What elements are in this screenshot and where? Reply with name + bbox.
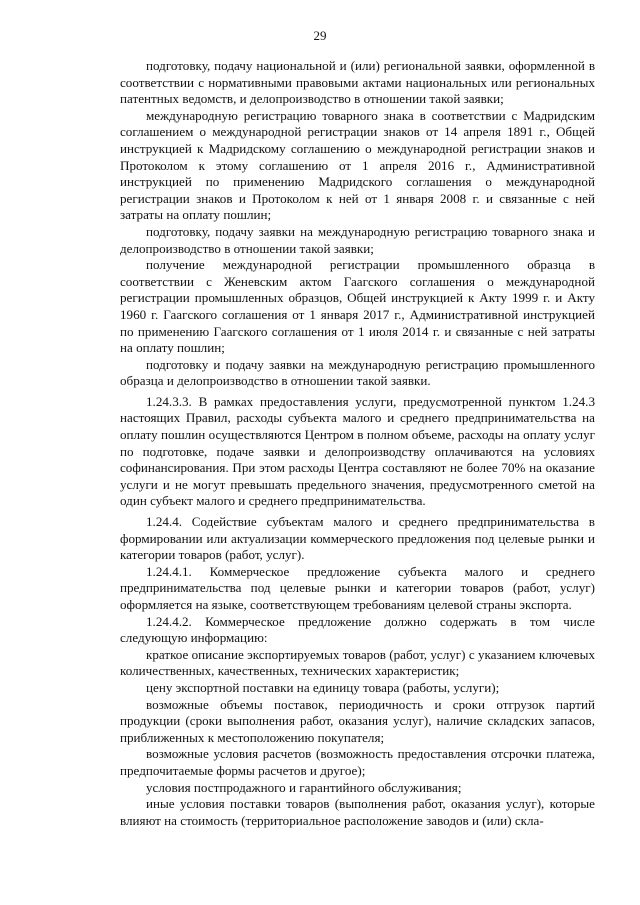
page-number: 29 xyxy=(313,28,327,43)
paragraph: краткое описание экспортируемых товаров (работ, услуг) с указанием ключевых количественных, качественных, технических характеристик; xyxy=(120,646,595,679)
paragraph: получение международной регистрации промышленного образца в соответствии с Женевским актом Гаагского соглашения о международной регистрации промышленных образцов, Общей инструкцией к Акту 1999 г. и Акту 1960 г. Гаагского соглашения от 1 января 2017 г., Административной инструкцией по применению Гаагского соглашения от 1 июля 2014 г. и связанные с ней затраты на оплату пошлин; xyxy=(120,257,595,356)
paragraph: возможные условия расчетов (возможность предоставления отсрочки платежа, предпочитаемые формы расчетов и другое); xyxy=(120,746,595,778)
paragraph: цену экспортной поставки на единицу товара (работы, услуги); xyxy=(146,679,500,695)
paragraph: условия постпродажного и гарантийного обслуживания; xyxy=(146,779,462,795)
document-body xyxy=(120,58,595,829)
paragraph: 1.24.4.2. Коммерческое предложение должно содержать в том числе следующую информацию: xyxy=(120,613,595,646)
paragraph: иные условия поставки товаров (выполнения работ, оказания услуг), которые влияют на стоимость (территориальное расположение заводов и (или) скла- xyxy=(120,796,595,828)
paragraph: 1.24.4. Содействие субъектам малого и среднего предпринимательства в формировании или актуализации коммерческого предложения под целевые рынки и категории товаров (работ, услуг). xyxy=(120,514,595,563)
paragraph: подготовку, подачу национальной и (или) региональной заявки, оформленной в соответствии с нормативными правовыми актами национальных или региональных патентных ведомств, и делопроизводство в отношении такой заявки; xyxy=(120,58,595,107)
paragraph: подготовку, подачу заявки на международную регистрацию товарного знака и делопроизводство в отношении такой заявки; xyxy=(120,223,595,256)
paragraph: 1.24.4.1. Коммерческое предложение субъекта малого и среднего предпринимательства под целевые рынки и категории товаров (работ, услуг) оформляется на языке, соответствующем требованиям целевой страны экспорта. xyxy=(120,563,595,612)
paragraph: международную регистрацию товарного знака в соответствии с Мадридским соглашением о международной регистрации знаков от 14 апреля 1891 г., Общей инструкцией к Мадридскому соглашению о международной регистрации знаков и Протоколом к этому соглашению от 1 апреля 2016 г., Административной инструкцией по применению Мадридского соглашения о международной регистрации знаков и Протоколом к ней от 1 января 2008 г. и связанные с ней затраты на оплату пошлин; xyxy=(120,107,595,223)
paragraph: 1.24.3.3. В рамках предоставления услуги, предусмотренной пунктом 1.24.3 настоящих Правил, расходы субъекта малого и среднего предпринимательства на оплату пошлин осуществляются Центром в полном объеме, расходы на оплату услуг по подготовке, подаче заявки и делопроизводству оплачиваются на условиях софинансирования. При этом расходы Центра составляют не более 70% на оказание услуги и не могут превышать предельного значения, предусмотренного сметой на один субъект малого и среднего предпринимательства. xyxy=(120,393,595,509)
paragraph: возможные объемы поставок, периодичность и сроки отгрузок партий продукции (сроки выполнения работ, оказания услуг), наличие складских запасов, приближенных к местоположению покупателя; xyxy=(120,696,595,745)
paragraph: подготовку и подачу заявки на международную регистрацию промышленного образца и делопроизводство в отношении такой заявки. xyxy=(120,356,595,389)
